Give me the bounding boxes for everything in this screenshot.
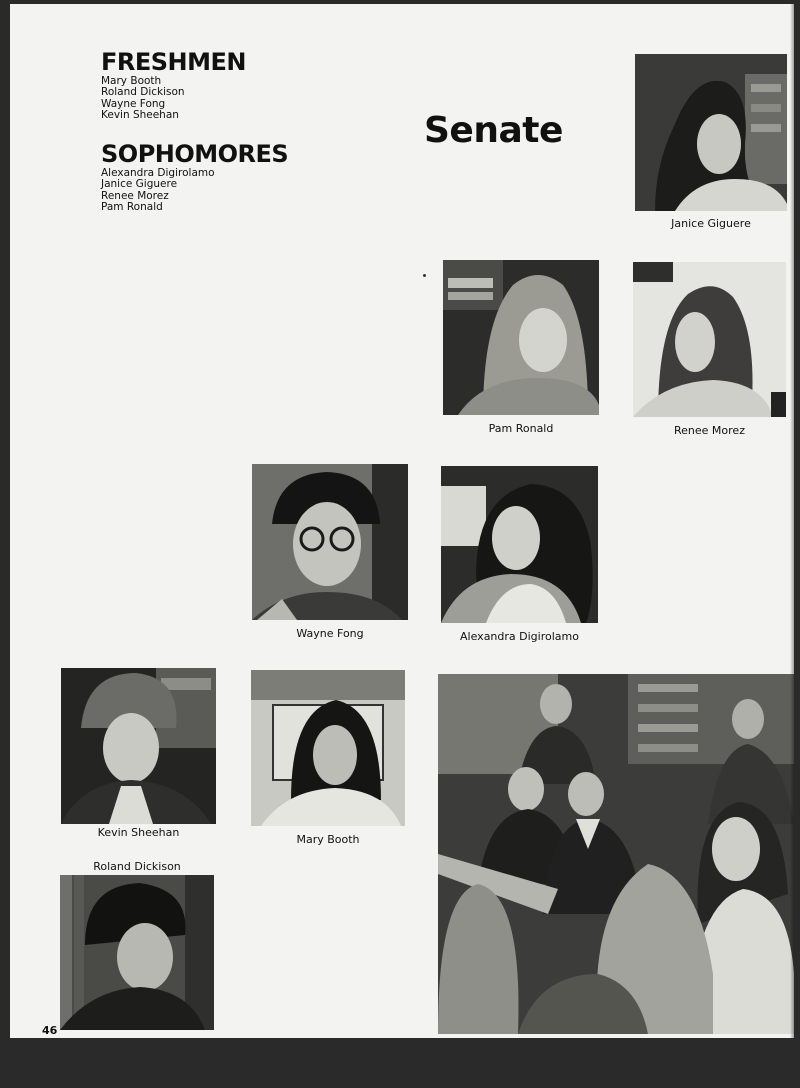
freshmen-heading: FRESHMEN	[101, 48, 247, 76]
yearbook-page	[10, 4, 794, 1038]
caption-janice-giguere: Janice Giguere	[671, 217, 751, 230]
freshmen-roster	[101, 76, 185, 122]
caption-roland-dickison: Roland Dickison	[93, 860, 181, 873]
caption-alexandra-digirolamo: Alexandra Digirolamo	[460, 630, 579, 643]
photo-wayne-fong	[252, 464, 408, 620]
sophomores-roster	[101, 168, 215, 214]
roster-item: Mary Booth	[101, 75, 162, 87]
print-speck	[423, 274, 426, 277]
roster-item: Renee Morez	[101, 189, 169, 202]
photo-kevin-sheehan	[61, 668, 216, 824]
roster-item: Alexandra Digirolamo	[101, 167, 215, 179]
roster-item: Pam Ronald	[101, 201, 163, 214]
page-title: Senate	[424, 110, 563, 151]
photo-janice-giguere	[635, 54, 787, 211]
photo-mary-booth	[251, 670, 405, 826]
roster-item: Janice Giguere	[101, 178, 178, 191]
photo-pam-ronald	[443, 260, 599, 415]
caption-renee-morez: Renee Morez	[674, 424, 745, 437]
roster-item: Roland Dickison	[101, 86, 185, 99]
photo-senate-group	[438, 674, 794, 1034]
photo-roland-dickison	[60, 875, 214, 1030]
sophomores-heading: SOPHOMORES	[101, 140, 289, 168]
caption-kevin-sheehan: Kevin Sheehan	[97, 826, 180, 839]
caption-wayne-fong: Wayne Fong	[296, 627, 364, 640]
roster-item: Wayne Fong	[101, 97, 166, 110]
page-number: 46	[42, 1024, 58, 1037]
caption-mary-booth: Mary Booth	[296, 833, 360, 846]
caption-pam-ronald: Pam Ronald	[488, 422, 554, 435]
photo-renee-morez	[633, 262, 786, 417]
roster-item: Kevin Sheehan	[101, 109, 179, 122]
photo-alexandra-digirolamo	[441, 466, 598, 623]
